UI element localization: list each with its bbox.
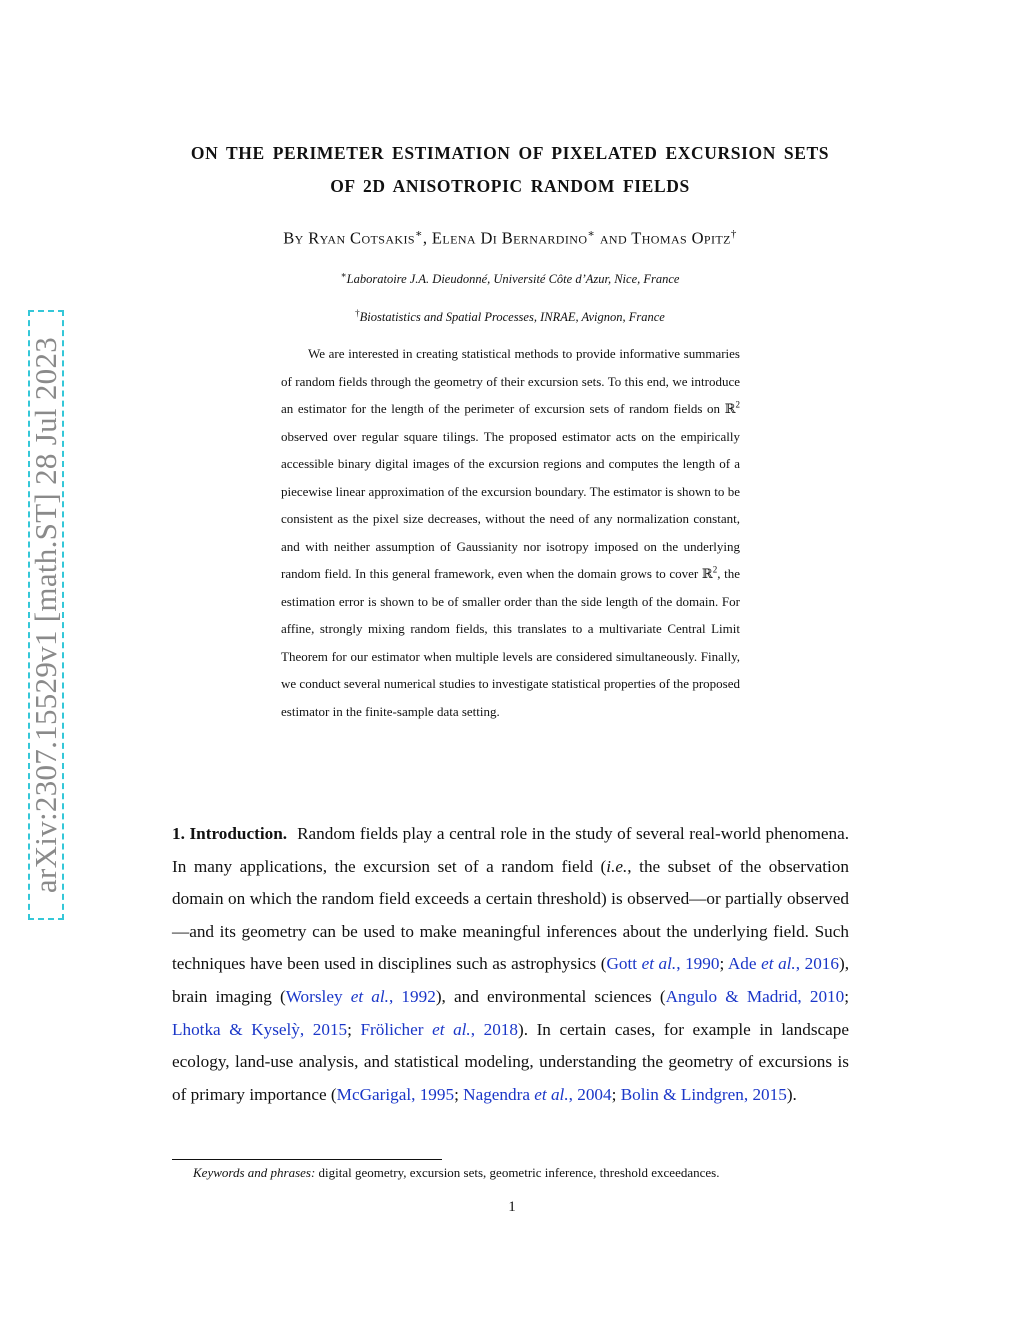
citation-author: Ade bbox=[727, 954, 757, 974]
author-separator: , bbox=[422, 228, 428, 248]
citation-etal: et al. bbox=[432, 1019, 471, 1039]
citation-etal: et al. bbox=[641, 954, 677, 974]
citation-author: Frölicher bbox=[360, 1019, 424, 1039]
body-text: ; bbox=[347, 1019, 361, 1039]
body-text: , the subset of the observation domain on which the random field exceeds a certain threshold) is observed—or partially observed—and its geometry can be used to make meaningful inferences about the underlying field. Such techniques have been used in disciplines such as astrophysics ( bbox=[172, 856, 849, 974]
body-text: ; bbox=[611, 1084, 621, 1104]
body-text: ), and environmental sciences ( bbox=[435, 986, 666, 1006]
citation-link[interactable] bbox=[728, 954, 839, 973]
citation-link[interactable]: McGarigal, 1995 bbox=[336, 1084, 455, 1104]
superscript: 2 bbox=[712, 564, 718, 575]
citation-year: , 2018 bbox=[470, 1019, 518, 1039]
abstract-text: We are interested in creating statistical methods to provide informative summaries of random fields through the geometry of their excursion sets. To this end, we introduce an estimator for the length of the perimeter of excursion sets of random fields on ℝ bbox=[281, 346, 740, 416]
paper-title bbox=[150, 137, 870, 203]
affiliation-1 bbox=[150, 270, 870, 287]
author-name: Elena Di Bernardino bbox=[431, 228, 588, 248]
citation-year: , 2016 bbox=[795, 954, 839, 974]
citation-etal: et al. bbox=[761, 954, 796, 974]
body-text: ; bbox=[454, 1084, 464, 1104]
title-line-1: ON THE PERIMETER ESTIMATION OF PIXELATED EXCURSION SETS bbox=[190, 143, 830, 163]
arxiv-stamp-text: arXiv:2307.15529v1 [math.ST] 28 Jul 2023 bbox=[28, 336, 63, 894]
page-number: 1 bbox=[508, 1199, 516, 1215]
affiliation-2 bbox=[150, 308, 870, 325]
citation-link[interactable] bbox=[361, 1020, 518, 1039]
author-list bbox=[150, 227, 870, 249]
abstract bbox=[281, 340, 740, 725]
footnote-rule bbox=[172, 1159, 442, 1160]
introduction-section bbox=[172, 818, 849, 1111]
citation-link[interactable]: Bolin & Lindgren, 2015 bbox=[620, 1084, 787, 1104]
by-label: By bbox=[283, 228, 304, 248]
abstract-text: , the estimation error is shown to be of smaller order than the side length of the domain. For affine, strongly mixing random fields, this translates to a multivariate Central Limit Theorem for our estimator when multiple levels are considered simultaneously. Finally, we conduct several numerical studies to investigate statistical properties of the proposed estimator in the finite-sample data setting. bbox=[281, 566, 740, 719]
affiliation-text: Laboratoire J.A. Dieudonné, Université Côte d’Azur, Nice, France bbox=[346, 272, 680, 287]
affiliation-mark: ∗ bbox=[414, 228, 423, 240]
affiliation-mark: † bbox=[730, 228, 737, 240]
citation-link[interactable]: Lhotka & Kyselỳ, 2015 bbox=[172, 1019, 348, 1039]
keywords-label: Keywords and phrases: bbox=[193, 1165, 316, 1180]
citation-author: Worsley bbox=[285, 986, 343, 1006]
citation-year: , 1990 bbox=[676, 954, 720, 974]
body-text: i.e. bbox=[606, 856, 628, 876]
arxiv-stamp[interactable] bbox=[28, 310, 64, 920]
and-label: and bbox=[599, 228, 628, 248]
title-line-2: OF 2D ANISOTROPIC RANDOM FIELDS bbox=[330, 176, 690, 196]
keywords-footnote bbox=[193, 1164, 853, 1182]
abstract-text: observed over regular square tilings. The proposed estimator acts on the empirically accessible binary digital images of the excursion regions and computes the length of a piecewise linear approximation of the excursion boundary. The estimator is shown to be consistent as the pixel size decreases, without the need of any normalization constant, and with neither assumption of Gaussianity nor isotropy imposed on the underlying random field. In this general framework, even when the domain grows to cover ℝ bbox=[281, 428, 740, 581]
citation-etal: et al. bbox=[534, 1084, 569, 1104]
keywords-text: digital geometry, excursion sets, geometric inference, threshold exceedances. bbox=[315, 1165, 720, 1180]
citation-year: , 1992 bbox=[388, 986, 436, 1006]
citation-author: Gott bbox=[606, 954, 637, 974]
author-name: Thomas Opitz bbox=[631, 228, 731, 248]
section-heading: 1. Introduction. bbox=[172, 824, 288, 843]
body-text: ). In certain cases, for example in landscape ecology, land-use analysis, and statistical modeling, understanding the geometry of excursions is of primary importance ( bbox=[172, 1019, 850, 1104]
citation-author: Nagendra bbox=[463, 1084, 530, 1104]
superscript: 2 bbox=[735, 399, 740, 410]
affiliation-mark: † bbox=[355, 308, 360, 318]
body-text: ), brain imaging ( bbox=[172, 954, 850, 1006]
affiliation-mark: ∗ bbox=[340, 270, 347, 280]
affiliation-text: Biostatistics and Spatial Processes, INRAE, Avignon, France bbox=[359, 310, 665, 325]
author-name: Ryan Cotsakis bbox=[308, 228, 415, 248]
body-text: ; bbox=[844, 986, 850, 1006]
citation-link[interactable] bbox=[463, 1085, 611, 1104]
body-text: Random fields play a central role in the study of several real-world phenomena. In many applications, the excursion set of a random field ( bbox=[172, 824, 849, 876]
citation-link[interactable]: Angulo & Madrid, 2010 bbox=[665, 986, 845, 1006]
citation-link[interactable] bbox=[606, 954, 719, 973]
affiliation-mark: ∗ bbox=[587, 228, 596, 240]
citation-etal: et al. bbox=[350, 986, 389, 1006]
body-text: ). bbox=[786, 1084, 797, 1104]
citation-link[interactable] bbox=[286, 987, 436, 1006]
citation-year: , 2004 bbox=[568, 1084, 612, 1104]
body-text: ; bbox=[719, 954, 728, 974]
